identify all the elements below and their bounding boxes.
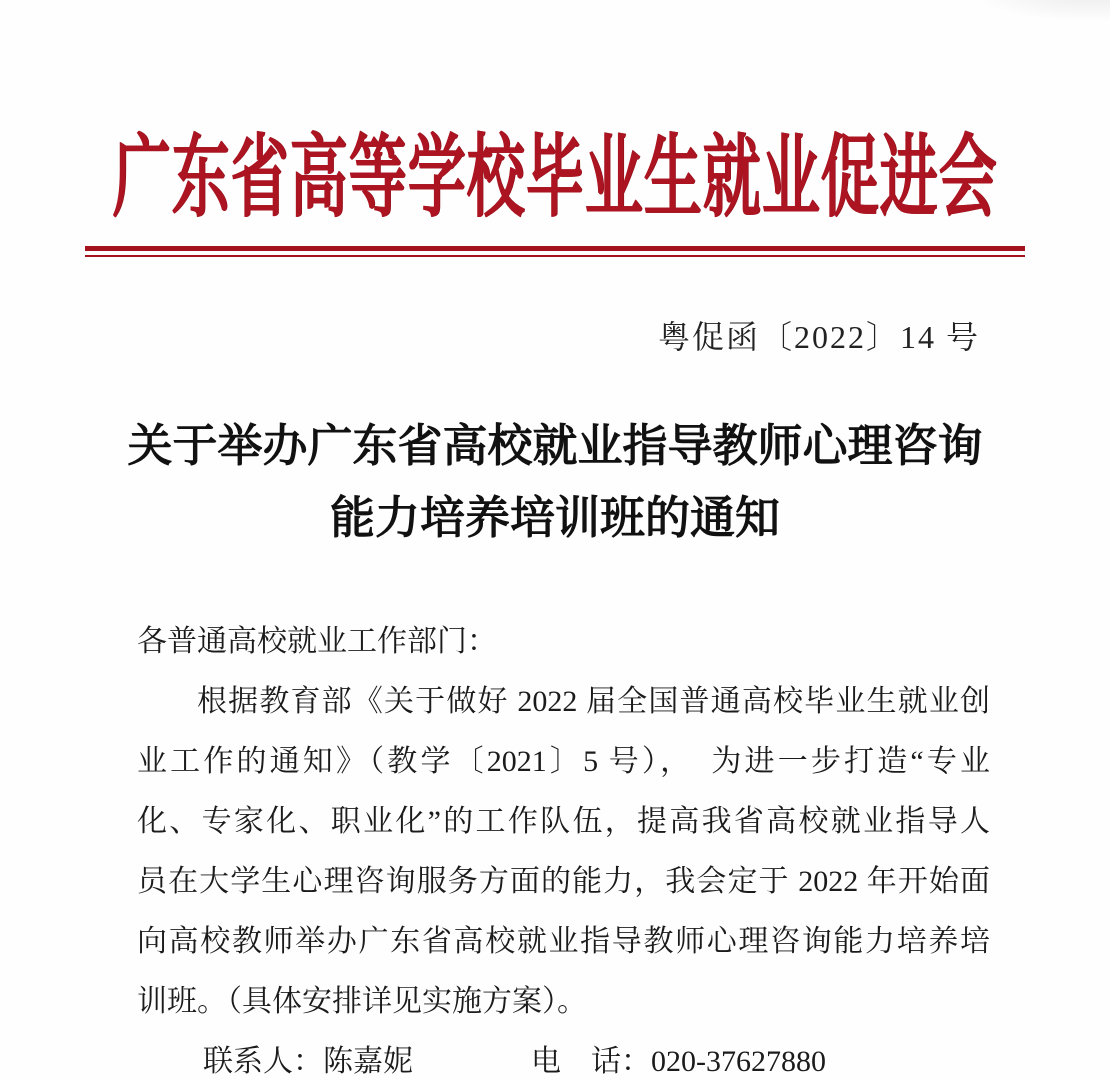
contact-person [203, 1045, 413, 1078]
document-title-line-1: 关于举办广东省高校就业指导教师心理咨询 [127, 421, 983, 471]
doc-number: 粤促函〔2022〕14 号 [657, 319, 980, 355]
salutation: 各普通高校就业工作部门： [137, 625, 497, 658]
contact-line [137, 1032, 990, 1080]
paragraph-line: 员在大学生心理咨询服务方面的能力，我会定于 2022 年开始面 [137, 865, 990, 898]
document-title [0, 410, 1110, 554]
paragraph-line: 根据教育部《关于做好 2022 届全国普通高校毕业生就业创 [197, 685, 990, 718]
paragraph-line: 化、专家化、职业化”的工作队伍，提高我省高校就业指导人 [137, 805, 990, 838]
phone-number: 020-37627880 [651, 1045, 826, 1078]
document-body [137, 612, 990, 1080]
contact-phone [531, 1045, 826, 1078]
phone-label: 电 话： [531, 1045, 651, 1078]
letterhead-org-name: 广东省高等学校毕业生就业促进会 [112, 127, 998, 228]
paragraph-line: 业工作的通知》（教学〔2021〕5 号）， 为进一步打造“专业 [137, 745, 990, 778]
contact-name: 陈嘉妮 [323, 1045, 413, 1078]
paragraph-line: 向高校教师举办广东省高校就业指导教师心理咨询能力培养培 [137, 925, 990, 958]
divider-thin-line [85, 255, 1025, 257]
paragraph-line: 训班。（具体安排详见实施方案）。 [137, 985, 587, 1018]
letterhead-divider [85, 246, 1025, 257]
contact-label: 联系人： [203, 1045, 323, 1078]
scan-artifact [970, 0, 1110, 22]
document-title-line-2: 能力培养培训班的通知 [329, 493, 780, 543]
